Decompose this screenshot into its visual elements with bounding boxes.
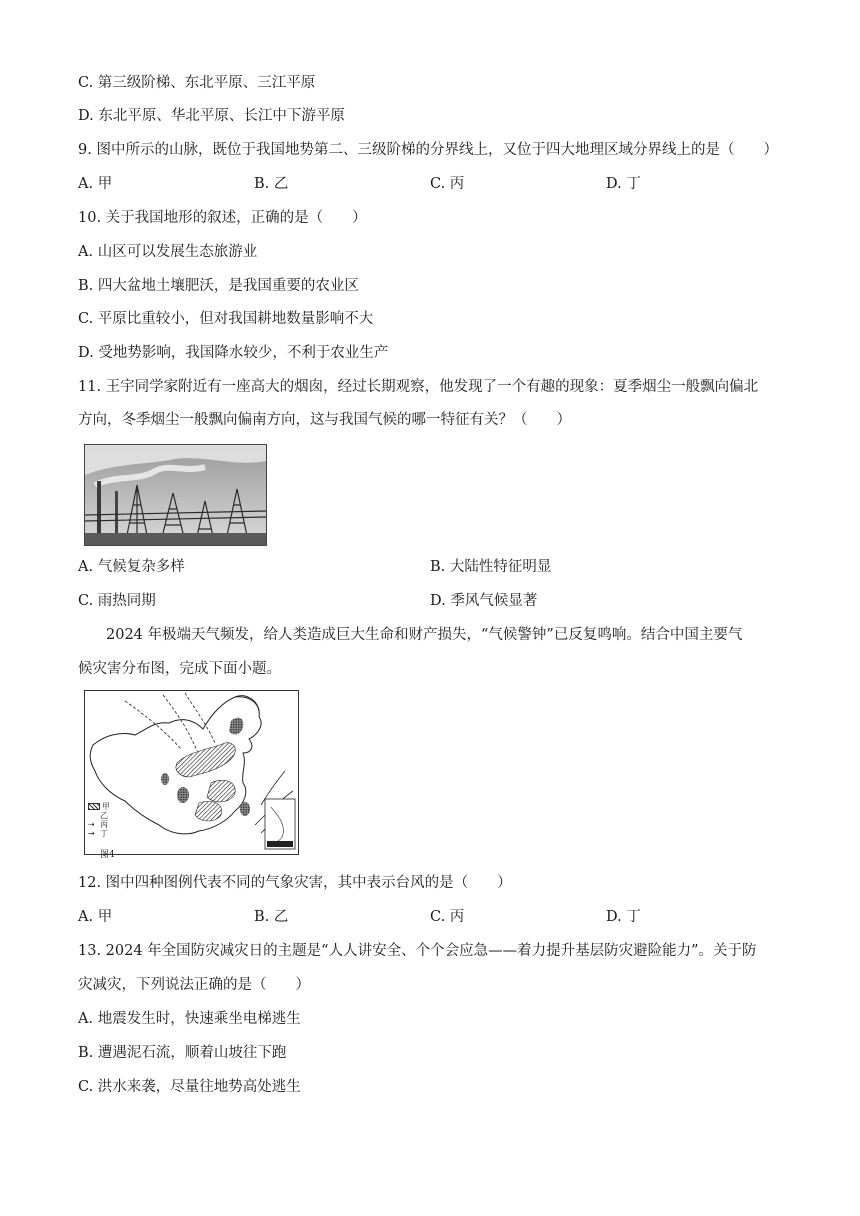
chimney-photo-graphic [85,445,266,545]
map-caption: 图4 [100,850,115,860]
legend-item-ding: → 丁 [88,829,108,838]
legend-item-yi: 乙 [100,811,108,820]
q13-stem-line1: 13. 2024 年全国防灾减灾日的主题是“人人讲安全、个个会应急——着力提升基层防灾避险能力”。关于防 [78,943,757,959]
q9-stem: 9. 图中所示的山脉，既位于我国地势第二、三级阶梯的分界线上，又位于四大地理区域分界线上的是（ ） [78,142,778,158]
dashed-arrow-icon: ⇢ [88,820,95,829]
q13-option-c: C. 洪水来袭，尽量往地势高处逃生 [78,1079,301,1095]
q8-option-c: C. 第三级阶梯、东北平原、三江平原 [78,75,316,91]
q10-option-b: B. 四大盆地土壤肥沃，是我国重要的农业区 [78,278,359,294]
climate-disaster-map [84,690,299,855]
china-map-graphic [85,691,298,854]
q13-stem-line2: 灾减灾，下列说法正确的是（ ） [78,977,310,993]
q11-stem-line2: 方向，冬季烟尘一般飘向偏南方向，这与我国气候的哪一特征有关？（ ） [78,412,571,428]
q12-option-b: B. 乙 [254,909,289,925]
q9-option-d: D. 丁 [606,176,641,192]
q13-option-a: A. 地震发生时，快速乘坐电梯逃生 [78,1011,301,1027]
q12-stem: 12. 图中四种图例代表不同的气象灾害，其中表示台风的是（ ） [78,875,512,891]
legend-item-jia: 甲 [88,802,110,811]
q9-option-b: B. 乙 [254,176,289,192]
intro-line2: 候灾害分布图，完成下面小题。 [78,661,281,677]
map-legend [88,802,110,838]
q11-option-a: A. 气候复杂多样 [78,559,185,575]
q13-option-b: B. 遭遇泥石流，顺着山坡往下跑 [78,1045,287,1061]
q9-option-c: C. 丙 [430,176,465,192]
q11-option-b: B. 大陆性特征明显 [430,559,552,575]
hatch-swatch-icon [88,803,100,810]
legend-item-bing: ⇢ 丙 [88,820,108,829]
q10-option-d: D. 受地势影响，我国降水较少，不利于农业生产 [78,345,389,361]
q11-option-d: D. 季风气候显著 [430,593,538,609]
q10-option-a: A. 山区可以发展生态旅游业 [78,244,258,260]
q12-option-c: C. 丙 [430,909,465,925]
q11-option-c: C. 雨热同期 [78,593,156,609]
q9-option-a: A. 甲 [78,176,113,192]
q11-stem-line1: 11. 王宇同学家附近有一座高大的烟囱，经过长期观察，他发现了一个有趣的现象：夏季烟尘一般飘向偏北 [78,379,759,395]
q12-option-a: A. 甲 [78,909,113,925]
solid-arrow-icon: → [88,829,95,838]
q10-option-c: C. 平原比重较小，但对我国耕地数量影响不大 [78,311,374,327]
q10-stem: 10. 关于我国地形的叙述，正确的是（ ） [78,210,367,226]
q8-option-d: D. 东北平原、华北平原、长江中下游平原 [78,108,345,124]
q12-option-d: D. 丁 [606,909,641,925]
chimney-photo [84,444,267,546]
intro-line1: 2024 年极端天气频发，给人类造成巨大生命和财产损失，“气候警钟”已反复鸣响。结合中国主要气 [106,627,743,643]
